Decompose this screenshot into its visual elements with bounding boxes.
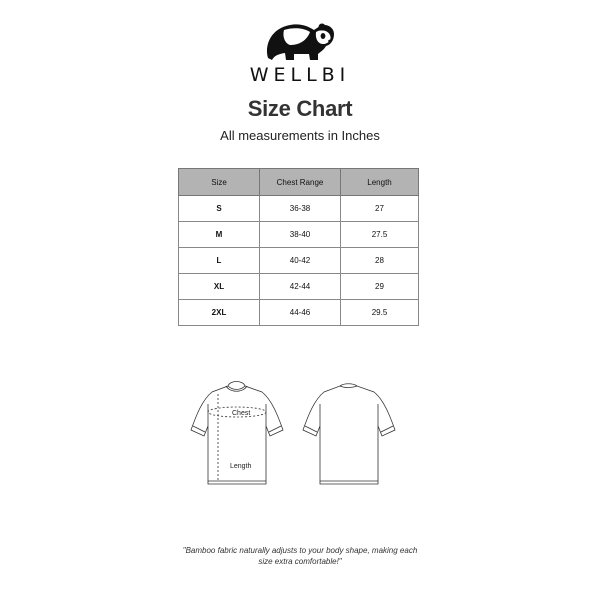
tshirt-diagram xyxy=(190,378,400,488)
cell-length: 29 xyxy=(341,274,419,300)
page-subtitle: All measurements in Inches xyxy=(220,128,380,143)
table-row xyxy=(179,248,419,274)
header-length: Length xyxy=(341,169,419,196)
footnote-line-2: size extra comfortable!" xyxy=(258,557,342,566)
cell-size: L xyxy=(179,248,260,274)
panda-logo-icon xyxy=(260,14,340,64)
table-row xyxy=(179,300,419,326)
cell-size: XL xyxy=(179,274,260,300)
cell-length: 29.5 xyxy=(341,300,419,326)
header-size: Size xyxy=(179,169,260,196)
header-chest-range: Chest Range xyxy=(260,169,341,196)
cell-chest: 36-38 xyxy=(260,196,341,222)
table-row xyxy=(179,274,419,300)
brand-name: WELLBI xyxy=(249,64,351,86)
table-row xyxy=(179,196,419,222)
cell-chest: 42-44 xyxy=(260,274,341,300)
tshirt-back-icon xyxy=(303,384,395,484)
length-label: Length xyxy=(230,463,252,470)
cell-length: 28 xyxy=(341,248,419,274)
cell-chest: 44-46 xyxy=(260,300,341,326)
cell-chest: 40-42 xyxy=(260,248,341,274)
cell-size: S xyxy=(179,196,260,222)
page-title: Size Chart xyxy=(247,96,353,121)
chest-label: Chest xyxy=(232,410,251,417)
cell-size: M xyxy=(179,222,260,248)
cell-size: 2XL xyxy=(179,300,260,326)
size-table xyxy=(178,168,419,326)
cell-chest: 38-40 xyxy=(260,222,341,248)
footnote-line-1: "Bamboo fabric naturally adjusts to your body shape, making each xyxy=(182,546,418,555)
footnote xyxy=(0,545,600,567)
cell-length: 27 xyxy=(341,196,419,222)
table-header-row xyxy=(179,169,419,196)
table-row xyxy=(179,222,419,248)
cell-length: 27.5 xyxy=(341,222,419,248)
